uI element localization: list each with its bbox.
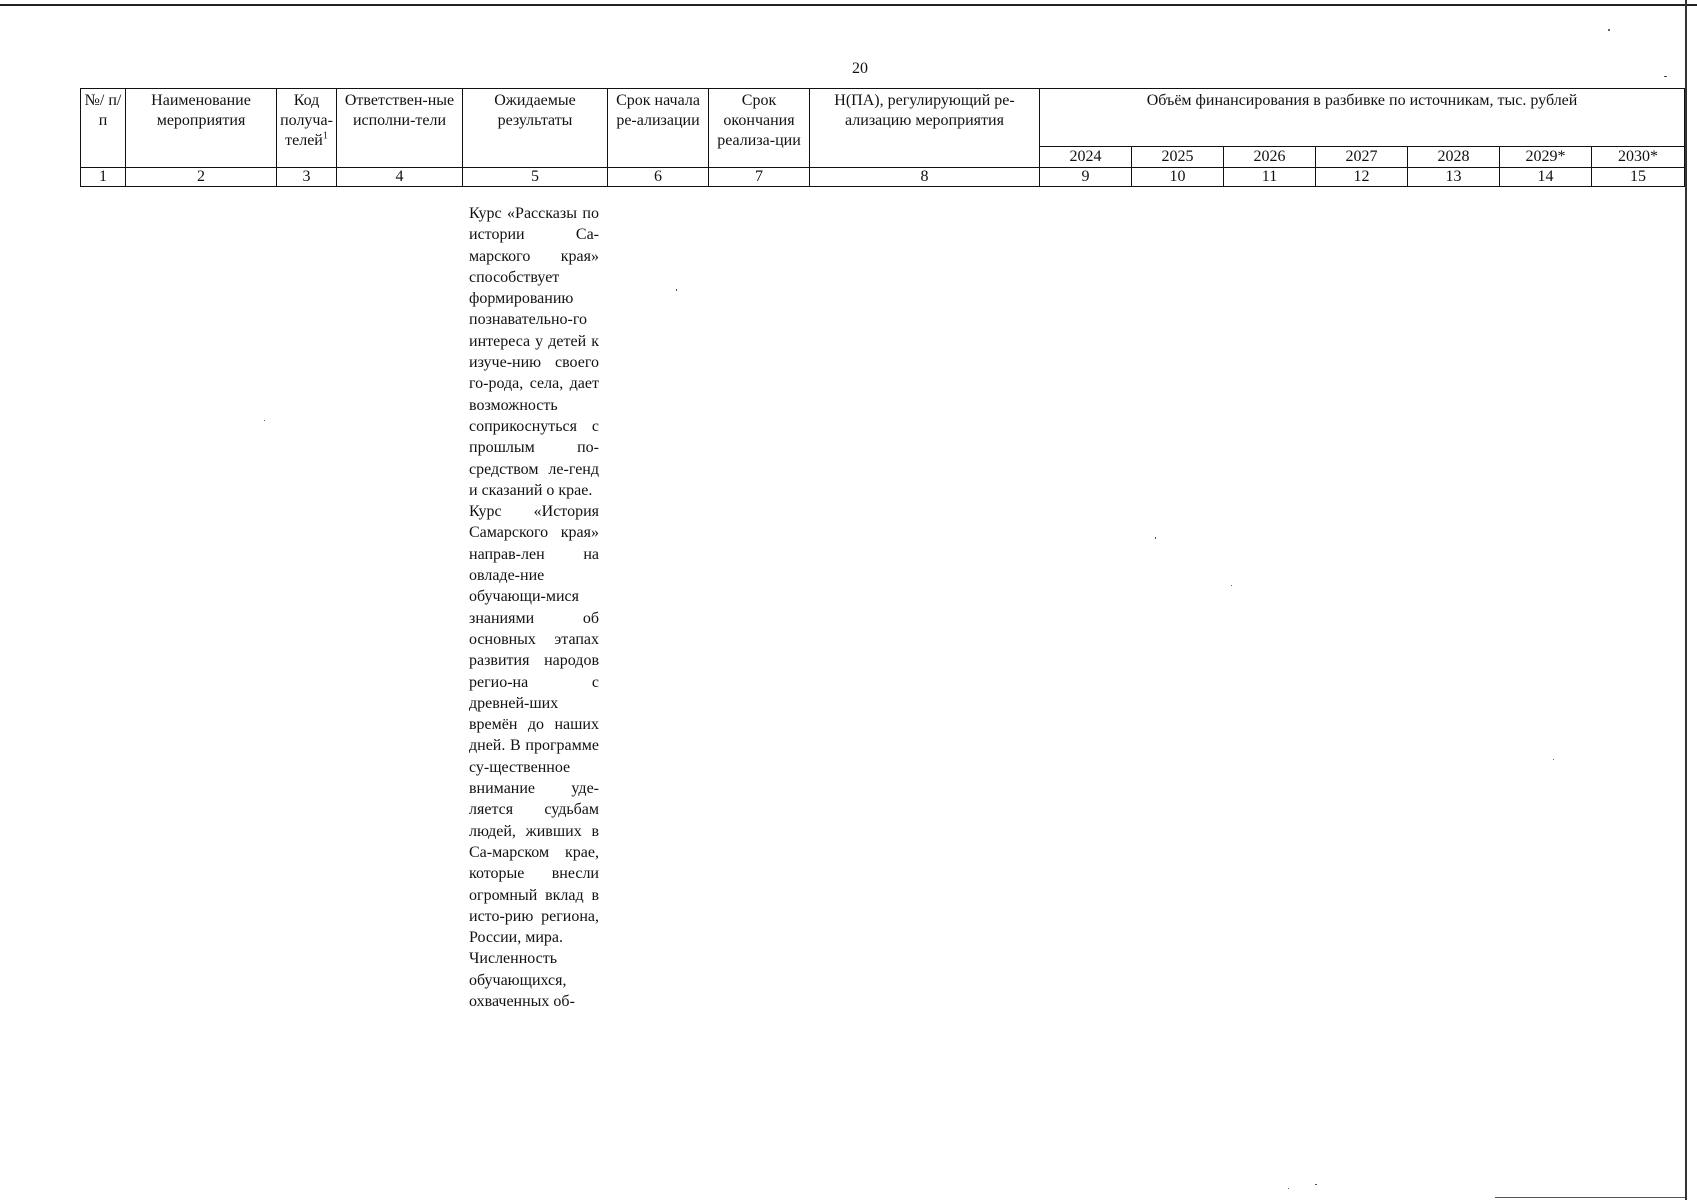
- header-regulating-act: Н(ПА), регулирующий ре-ализацию мероприятия: [810, 89, 1040, 168]
- expected-results-paragraph: Курс «Рассказы по истории Са-марского края» способствует формированию познавательно-го интереса у детей к изуче-нию своего го-рода, села, дает возможность соприкоснуться с прошлым по-средством ле-генд и сказаний о крае.: [469, 205, 599, 499]
- year-2026: 2026: [1224, 147, 1316, 168]
- column-number: 2: [126, 168, 277, 187]
- scan-speck: [1664, 76, 1667, 77]
- scan-speck: [264, 420, 265, 421]
- scan-speck: [1553, 759, 1554, 760]
- header-code-text: Код получа-телей: [280, 92, 333, 149]
- column-number: 8: [810, 168, 1040, 187]
- column-number: 13: [1408, 168, 1500, 187]
- header-expected-results: Ожидаемые результаты: [463, 89, 608, 168]
- year-2027: 2027: [1316, 147, 1408, 168]
- header-start-date: Срок начала ре-ализации: [608, 89, 709, 168]
- column-number: 12: [1316, 168, 1408, 187]
- expected-results-paragraph: Курс «История Самарского края» направ-лен на овладе-ние обучающи-мися знаниями об основных этапах развития народов регио-на с древней-ших времён до наших дней. В программе су-щественное внимание уде-ляется судьбам людей, живших в Са-марском крае, которые внесли огромный вклад в исто-рию региона, России, мира.: [469, 503, 599, 947]
- header-num: №/ п/п: [81, 89, 126, 168]
- scan-speck: [1608, 29, 1610, 31]
- column-number: 4: [337, 168, 463, 187]
- column-number: 1: [81, 168, 126, 187]
- scan-speck: [676, 289, 677, 291]
- column-number: 15: [1592, 168, 1685, 187]
- scan-speck: [1315, 1184, 1317, 1185]
- column-number: 11: [1224, 168, 1316, 187]
- expected-results-text: [469, 203, 599, 1012]
- scan-speck: [1231, 585, 1232, 586]
- header-responsible: Ответствен-ные исполни-тели: [337, 89, 463, 168]
- header-row: [81, 89, 1685, 147]
- header-financing: Объём финансирования в разбивке по источникам, тыс. рублей: [1040, 89, 1685, 147]
- column-number: 5: [463, 168, 608, 187]
- column-number: 14: [1500, 168, 1592, 187]
- scan-speck: [1155, 537, 1156, 539]
- column-numbers-row: [81, 168, 1685, 187]
- header-end-date: Срок окончания реализа-ции: [709, 89, 810, 168]
- header-name: Наименование мероприятия: [126, 89, 277, 168]
- scan-speck: [1288, 1188, 1289, 1189]
- year-2024: 2024: [1040, 147, 1132, 168]
- scan-border-top: [0, 4, 1697, 6]
- column-number: 3: [277, 168, 337, 187]
- year-2030: 2030*: [1592, 147, 1685, 168]
- year-2028: 2028: [1408, 147, 1500, 168]
- program-activities-table: [80, 88, 1685, 187]
- column-number: 6: [608, 168, 709, 187]
- year-2029: 2029*: [1500, 147, 1592, 168]
- header-code: [277, 89, 337, 168]
- footnote-marker: 1: [322, 130, 328, 142]
- column-number: 7: [709, 168, 810, 187]
- scan-border-right: [1685, 0, 1687, 1200]
- expected-results-paragraph: Численность обучающихся, охваченных об-: [469, 950, 575, 1010]
- year-2025: 2025: [1132, 147, 1224, 168]
- column-number: 9: [1040, 168, 1132, 187]
- column-number: 10: [1132, 168, 1224, 187]
- page-number: 20: [852, 60, 868, 77]
- scan-border-bottom: [1495, 1197, 1685, 1198]
